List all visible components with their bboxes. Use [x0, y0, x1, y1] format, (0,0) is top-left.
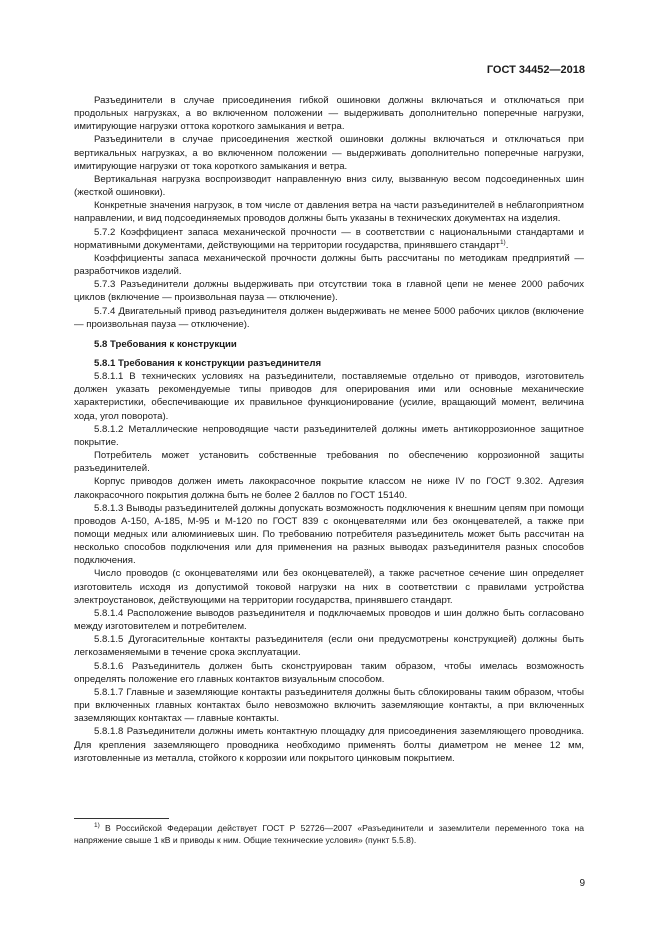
- paragraph-5-7-2: [74, 226, 584, 252]
- footnote: [74, 822, 584, 846]
- paragraph: 5.8.1.1 В технических условиях на разъединители, поставляемые отдельно от приводов, изготовитель должен указать рекомендуемые типы приводов для оперирования ими или основные механические характеристики, обеспечивающие их правильное функционирование (усилие, вращающий момент, величина хода, угол поворота).: [74, 371, 584, 422]
- paragraph: 5.8.1.4 Расположение выводов разъединителя и подключаемых проводов и шин должно быть согласовано между изготовителем и потребителем.: [74, 607, 584, 633]
- section-heading-5-8: 5.8 Требования к конструкции: [94, 338, 237, 350]
- paragraph: Число проводов (с оконцевателями или без оконцевателей), а также расчетное сечение шин определяет изготовитель исходя из допустимой токовой нагрузки на них в соответствии с правилами устройства электроустановок, действующими на территории государства, принявшего стандарт.: [74, 568, 584, 606]
- paragraph: 5.8.1.8 Разъединители должны иметь контактную площадку для присоединения заземляющего проводника. Для крепления заземляющего проводника необходимо применять болты диаметром не менее 12 мм, изготовленные из металла, стойкого к коррозии или покрытого цинковым покрытием.: [74, 726, 584, 764]
- paragraph: Корпус приводов должен иметь лакокрасочное покрытие классом не ниже IV по ГОСТ 9.302. Адгезия лакокрасочного покрытия должна быть не более 2 баллов по ГОСТ 15140.: [74, 476, 584, 501]
- paragraph: 5.8.1.5 Дугогасительные контакты разъединителя (если они предусмотрены конструкцией) должны быть легкозаменяемыми в течение срока эксплуатации.: [74, 634, 584, 659]
- paragraph: 5.7.3 Разъединители должны выдерживать при отсутствии тока в главной цепи не менее 2000 рабочих циклов (включение — произвольная пауза — отключение).: [74, 279, 584, 304]
- page-header-title: ГОСТ 34452—2018: [486, 64, 585, 76]
- footnote-text: В Российской Федерации действует ГОСТ Р 52726—2007 «Разъединители и заземлители переменного тока на напряжение свыше 1 кВ и приводы к ним. Общие технические условия» (пункт 5.5.8).: [74, 823, 584, 845]
- paragraph: Потребитель может установить собственные требования по обеспечению коррозионной защиты разъединителей.: [74, 450, 584, 475]
- paragraph: Конкретные значения нагрузок, в том числе от давления ветра на части разъединителей в неблагоприятном направлении, и вид подсоединяемых проводов должны быть указаны в технических документах на изделия.: [74, 200, 584, 225]
- paragraph: 5.8.1.7 Главные и заземляющие контакты разъединителя должны быть сблокированы таким образом, чтобы при включенных главных контактах было невозможно включить заземляющие контакты, а при включенных заземляющих контактах — главные контакты.: [74, 686, 584, 725]
- paragraph: Разъединители в случае присоединения гибкой ошиновки должны включаться и отключаться при продольных нагрузках, а во включенном положении — выдерживать дополнительно поперечные нагрузки, имитирующие нагрузки оттока короткого замыкания и ветра.: [74, 95, 584, 133]
- footnote-mark: 1): [94, 822, 100, 830]
- paragraph-text: 5.7.2 Коэффициент запаса механической прочности — в соответствии с национальными стандартами и нормативными документами, действующими на территории государства, принявшего стандарт: [74, 226, 584, 251]
- subsection-heading-5-8-1: 5.8.1 Требования к конструкции разъединителя: [94, 357, 322, 369]
- footnote-divider: [74, 818, 169, 819]
- paragraph-tail: .: [505, 239, 509, 251]
- page-number: 9: [579, 878, 585, 889]
- paragraph: 5.8.1.2 Металлические непроводящие части разъединителей должны иметь антикоррозионное защитное покрытие.: [74, 423, 584, 448]
- paragraph: Вертикальная нагрузка воспроизводит направленную вниз силу, вызванную весом подсоединенных шин (жесткой ошиновки).: [74, 173, 584, 199]
- paragraph: 5.8.1.6 Разъединитель должен быть сконструирован таким образом, чтобы имелась возможность определять положение его главных контактов визуальным способом.: [74, 660, 584, 685]
- document-body: [74, 94, 584, 765]
- paragraph: 5.8.1.3 Выводы разъединителей должны допускать возможность подключения к внешним цепям при помощи проводов А-150, А-185, М-95 и М-120 по ГОСТ 839 с оконцевателями или без оконцевателей, а также при помощи медных или алюминиевых шин. По требованию потребителя разъединитель может быть рассчитан на несколько способов подключения или для применения на разных выводах разъединителя разных способов подключения.: [74, 502, 584, 567]
- paragraph: Разъединители в случае присоединения жесткой ошиновки должны включаться и отключаться при вертикальных нагрузках, а во включенном положении — выдерживать дополнительно поперечные нагрузки, имитирующие нагрузки от тока короткого замыкания и ветра.: [74, 134, 584, 172]
- paragraph: 5.7.4 Двигательный привод разъединителя должен выдерживать не менее 5000 рабочих циклов (включение — произвольная пауза — отключение).: [74, 305, 584, 330]
- paragraph: Коэффициенты запаса механической прочности должны быть рассчитаны по методикам предприятий — разработчиков изделий.: [74, 252, 584, 278]
- footnote-reference[interactable]: 1): [499, 238, 506, 246]
